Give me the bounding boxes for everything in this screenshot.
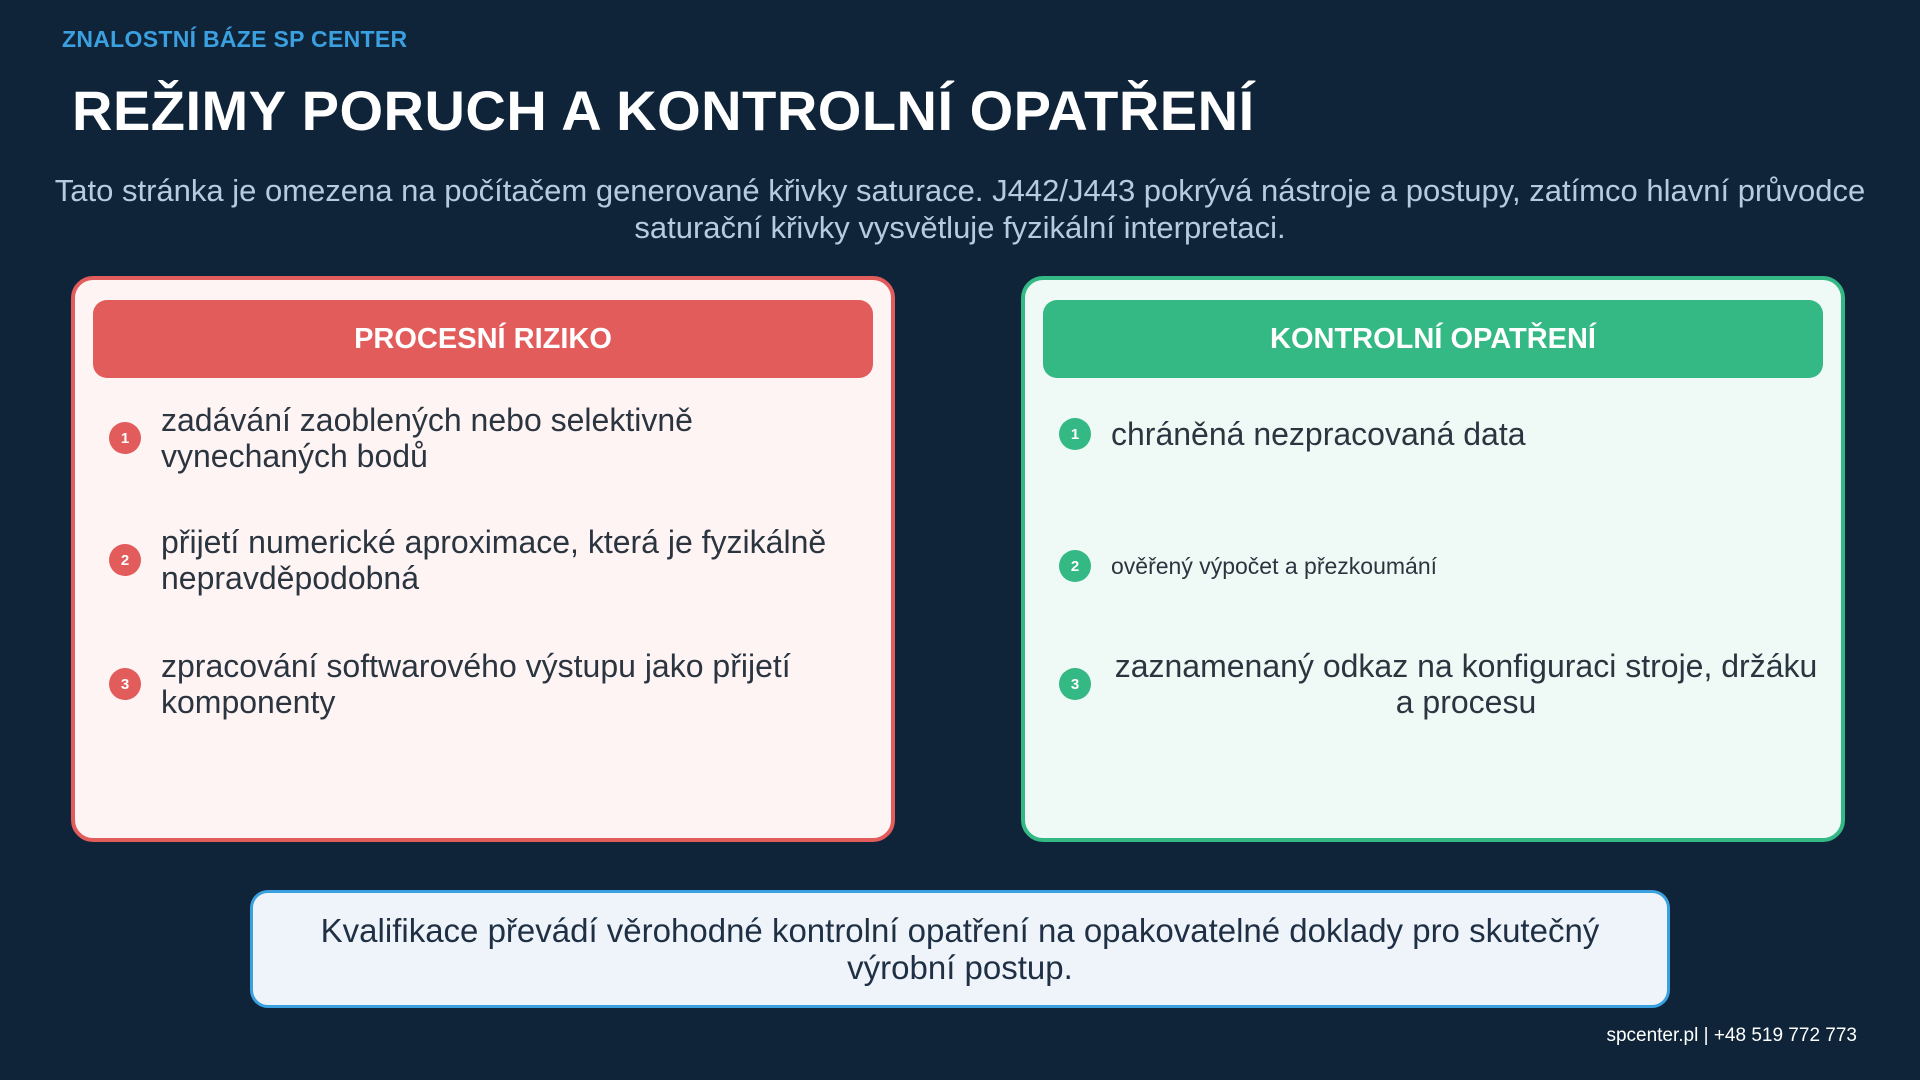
number-badge: 3 [109, 668, 141, 700]
control-measures-heading: KONTROLNÍ OPATŘENÍ [1043, 300, 1823, 378]
control-item-text: zaznamenaný odkaz na konfiguraci stroje, držáku a procesu [1114, 648, 1818, 720]
summary-text: Kvalifikace převádí věrohodné kontrolní opatření na opakovatelné doklady pro skutečný výrobní postup. [320, 912, 1600, 986]
control-item [1059, 416, 1821, 452]
page-subtitle: Tato stránka je omezena na počítačem generované křivky saturace. J442/J443 pokrývá nástroje a postupy, zatímco hlavní průvodce saturační křivky vysvětluje fyzikální interpretaci. [54, 173, 1866, 245]
risk-item-text: zadávání zaoblených nebo selektivně vynechaných bodů [161, 402, 693, 474]
footer-contact: spcenter.pl | +48 519 772 773 [1606, 1025, 1857, 1046]
page-title: REŽIMY PORUCH A KONTROLNÍ OPATŘENÍ [72, 79, 1255, 142]
control-item-text: chráněná nezpracovaná data [1111, 416, 1526, 452]
number-badge: 1 [1059, 418, 1091, 450]
control-item-text: ověřený výpočet a přezkoumání [1111, 553, 1438, 579]
number-badge: 2 [1059, 550, 1091, 582]
risk-item [109, 648, 871, 720]
control-measures-card [1021, 276, 1845, 842]
risk-item-text: zpracování softwarového výstupu jako přijetí komponenty [161, 648, 791, 720]
process-risk-card [71, 276, 895, 842]
number-badge: 1 [109, 422, 141, 454]
brand-label: ZNALOSTNÍ BÁZE SP CENTER [62, 26, 408, 52]
risk-item-text: přijetí numerické aproximace, která je fyzikálně nepravděpodobná [161, 524, 827, 596]
number-badge: 2 [109, 544, 141, 576]
risk-item [109, 524, 871, 596]
risk-item [109, 402, 871, 474]
process-risk-heading: PROCESNÍ RIZIKO [93, 300, 873, 378]
number-badge: 3 [1059, 668, 1091, 700]
summary-callout [250, 890, 1670, 1008]
control-item [1059, 548, 1821, 584]
control-item [1059, 648, 1821, 720]
